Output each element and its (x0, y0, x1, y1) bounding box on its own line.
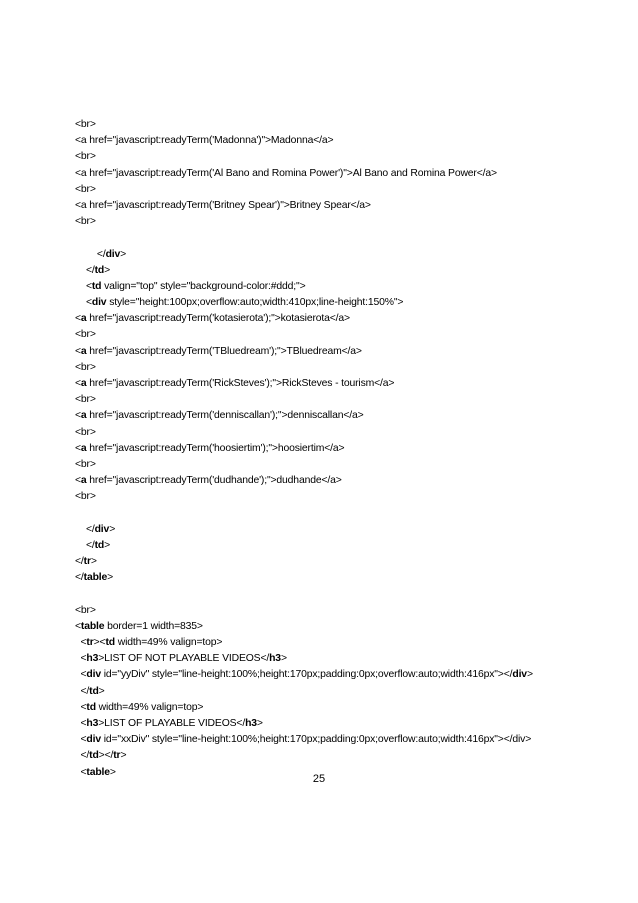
code-text: < (80, 701, 87, 713)
code-text: <br> (75, 491, 96, 503)
code-tag-name: div (512, 669, 527, 681)
code-text: >LIST OF NOT PLAYABLE VIDEOS</ (98, 653, 270, 665)
code-text: > (120, 248, 127, 260)
code-tag-name: td (91, 280, 102, 292)
code-tag-name: h3 (269, 653, 281, 665)
code-tag-name: div (86, 734, 101, 746)
code-tag-name: h3 (86, 653, 99, 665)
code-text: < (80, 717, 87, 729)
code-text: valign="top" style="background-color:#ddd;"> (101, 280, 306, 292)
code-text: width=49% valign=top> (95, 701, 204, 713)
code-text: >< (93, 637, 106, 648)
code-indent (75, 297, 86, 308)
code-text: </ (80, 750, 90, 762)
code-line (75, 376, 615, 392)
code-tag-name: td (105, 637, 115, 648)
code-text: > (104, 264, 111, 276)
code-line (75, 457, 615, 473)
code-text: > (104, 539, 111, 551)
code-text: <br> (75, 361, 96, 373)
code-tag-name: tr (113, 750, 121, 762)
code-tag-name: table (80, 620, 105, 632)
code-text: > (256, 717, 263, 729)
code-tag-name: td (89, 750, 99, 762)
code-line (75, 214, 615, 230)
code-text: > (526, 669, 533, 681)
code-line (75, 360, 615, 376)
code-text: > (90, 556, 97, 568)
code-text: <a href="javascript:readyTerm('Britney Spear')">Britney Spear</a> (75, 199, 371, 211)
code-tag-name: table (86, 766, 110, 778)
code-text: </ (75, 572, 84, 584)
code-text: < (80, 734, 87, 746)
code-line (75, 327, 615, 343)
code-text: >LIST OF PLAYABLE VIDEOS</ (98, 717, 246, 729)
code-line (75, 392, 615, 408)
code-text: <br> (75, 216, 96, 228)
code-text: > (107, 572, 114, 584)
code-tag-name: td (94, 264, 105, 276)
code-tag-name: h3 (86, 717, 99, 729)
code-line (75, 425, 615, 441)
code-text: > (98, 685, 105, 697)
code-line (75, 198, 615, 214)
code-text: <br> (75, 394, 96, 406)
code-text: </ (96, 248, 106, 260)
page-number: 25 (312, 773, 326, 785)
code-text: href="javascript:readyTerm('RickSteves');">RickSteves - tourism</a> (86, 378, 395, 389)
code-text: < (75, 345, 81, 357)
code-text: > (280, 653, 287, 665)
code-text: > (109, 766, 116, 778)
code-line (75, 344, 615, 360)
code-line (75, 716, 615, 732)
code-text: <br> (75, 458, 96, 470)
code-text: id="yyDiv" style="line-height:100%;height:170px;padding:0px;overflow:auto;width:416px"></ (100, 669, 513, 681)
code-line (75, 732, 615, 748)
code-indent (75, 524, 86, 535)
code-line (75, 295, 615, 311)
code-line (75, 247, 615, 263)
code-line (75, 684, 615, 700)
code-text: > (109, 523, 116, 535)
blank-line (75, 506, 615, 522)
code-text: href="javascript:readyTerm('denniscallan');">denniscallan</a> (86, 410, 364, 422)
code-tag-name: td (89, 685, 99, 697)
code-tag-name: div (94, 523, 110, 535)
code-line (75, 700, 615, 716)
code-tag-name: td (94, 539, 105, 551)
code-line (75, 263, 615, 279)
code-line (75, 408, 615, 424)
code-text: < (75, 313, 81, 325)
code-tag-name: a (80, 442, 87, 454)
code-tag-name: div (91, 297, 107, 309)
code-tag-name: a (80, 378, 87, 389)
code-text: width=49% valign=top> (114, 637, 223, 648)
code-line (75, 489, 615, 505)
code-line (75, 522, 615, 538)
code-text: < (75, 620, 81, 632)
code-tag-name: td (86, 701, 96, 713)
code-tag-name: tr (83, 556, 91, 568)
code-line (75, 554, 615, 570)
code-text: < (75, 475, 81, 487)
code-indent (75, 281, 86, 292)
code-text: </ (85, 264, 95, 276)
code-line (75, 473, 615, 489)
code-line (75, 603, 615, 619)
code-tag-name: table (83, 572, 108, 584)
code-tag-name: tr (86, 637, 94, 648)
code-text: ></ (98, 750, 114, 762)
code-tag-name: div (105, 248, 121, 260)
code-line (75, 279, 615, 295)
code-text: id="xxDiv" style="line-height:100%;height:170px;padding:0px;overflow:auto;width:416px"></div> (100, 734, 532, 746)
code-text: < (75, 442, 81, 454)
code-tag-name: a (80, 475, 87, 487)
code-line (75, 311, 615, 327)
code-text: <br> (75, 119, 96, 130)
code-tag-name: h3 (245, 717, 257, 729)
code-line (75, 748, 615, 764)
code-text: <br> (75, 183, 96, 195)
blank-line (75, 586, 615, 602)
code-line (75, 667, 615, 683)
code-text: </ (80, 685, 90, 697)
code-text: <br> (75, 604, 96, 616)
code-listing (75, 117, 615, 781)
code-text: href="javascript:readyTerm('hoosiertim');">hoosiertim</a> (86, 442, 345, 454)
code-text: </ (85, 539, 95, 551)
code-text: <a href="javascript:readyTerm('Al Bano and Romina Power')">Al Bano and Romina Power</a> (75, 167, 497, 179)
code-text: < (85, 280, 92, 292)
code-tag-name: a (80, 410, 87, 422)
code-text: </ (75, 556, 84, 568)
code-text: </ (85, 523, 95, 535)
code-indent (75, 540, 86, 551)
code-line (75, 635, 615, 651)
code-line (75, 570, 615, 586)
blank-line (75, 230, 615, 246)
code-text: href="javascript:readyTerm('kotasierota');">kotasierota</a> (86, 313, 350, 325)
code-indent (75, 249, 97, 260)
code-tag-name: div (86, 669, 101, 681)
code-text: > (120, 750, 127, 762)
code-text: href="javascript:readyTerm('TBluedream');">TBluedream</a> (86, 345, 362, 357)
code-text: <br> (75, 151, 96, 163)
code-line (75, 619, 615, 635)
code-line (75, 166, 615, 182)
code-tag-name: a (80, 313, 87, 325)
code-text: < (80, 766, 87, 778)
code-text: < (85, 297, 92, 309)
code-text: < (75, 378, 81, 389)
code-text: <a href="javascript:readyTerm('Madonna')">Madonna</a> (75, 135, 334, 147)
code-line (75, 149, 615, 165)
code-text: border=1 width=835> (104, 620, 203, 632)
code-line (75, 117, 615, 133)
code-line (75, 182, 615, 198)
code-text: < (80, 637, 87, 648)
code-line (75, 651, 615, 667)
code-text: style="height:100px;overflow:auto;width:410px;line-height:150%"> (106, 297, 404, 309)
code-text: < (80, 669, 87, 681)
code-text: <br> (75, 426, 96, 438)
code-text: <br> (75, 329, 96, 341)
code-text: href="javascript:readyTerm('dudhande');">dudhande</a> (86, 475, 342, 487)
code-line (75, 538, 615, 554)
code-text: < (80, 653, 87, 665)
code-text: < (75, 410, 81, 422)
code-line (75, 441, 615, 457)
code-indent (75, 265, 86, 276)
code-line (75, 133, 615, 149)
code-tag-name: a (80, 345, 87, 357)
